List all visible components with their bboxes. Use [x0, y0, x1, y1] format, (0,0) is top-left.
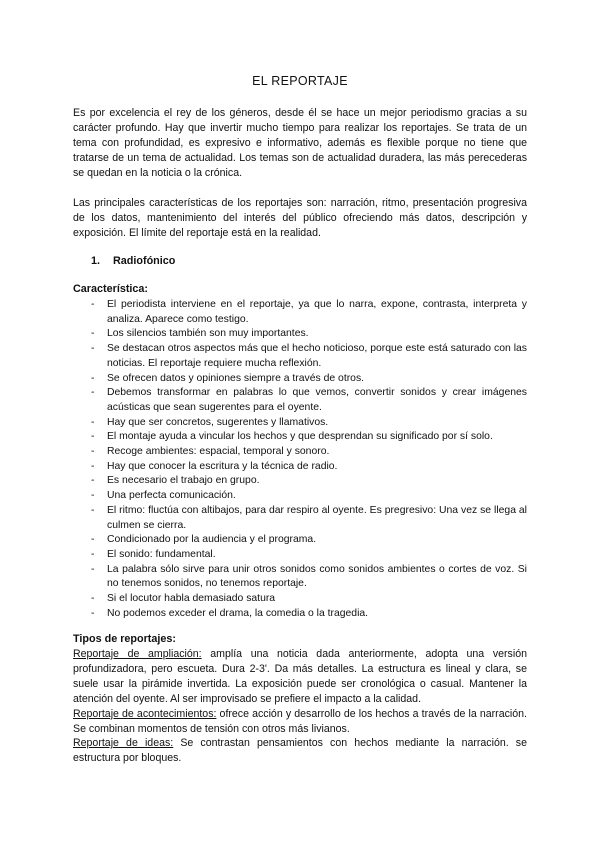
- list-item-text: El montaje ayuda a vincular los hechos y que desprendan su significado por sí solo.: [107, 431, 493, 443]
- bullet-dash: -: [91, 431, 95, 443]
- list-item-text: Es necesario el trabajo en grupo.: [107, 475, 260, 487]
- list-item: [91, 327, 527, 342]
- list-item: [91, 298, 527, 327]
- tipo-name: Reportaje de acontecimientos:: [73, 707, 217, 720]
- bullet-dash: -: [91, 593, 95, 605]
- list-item-text: Los silencios también son muy importantes.: [107, 328, 309, 340]
- characteristics-paragraph: Las principales características de los reportajes son: narración, ritmo, presentación progresiva de los datos, mantenimiento del interés del público ofreciendo más datos, descripción y exposición. El límite del reportaje está en la realidad.: [73, 197, 527, 239]
- list-item-text: Hay que ser concretos, sugerentes y llamativos.: [107, 416, 329, 428]
- list-item: [91, 607, 527, 622]
- list-item-text: El ritmo: fluctúa con altibajos, para dar respiro al oyente. Es pregresivo: Una vez se llega al culmen se cierra.: [107, 504, 527, 531]
- list-item-text: Debemos transformar en palabras lo que vemos, convertir sonidos y crear imágenes acústicas que sean sugerentes para el oyente.: [107, 387, 527, 413]
- tipos-label: Tipos de reportajes:: [73, 633, 176, 645]
- tipo-entry-acontecimientos: [73, 707, 527, 737]
- tipos-section: [73, 647, 527, 766]
- caracteristica-label: Característica:: [73, 283, 149, 295]
- tipo-text: Se contrastan pensamientos con hechos mediante la narración. se estructura por bloques.: [73, 737, 527, 765]
- intro-paragraph: Es por excelencia el rey de los géneros, desde él se hace un mejor periodismo gracias a su carácter profundo. Hay que invertir mucho tiempo para realizar los reportajes. Se trata de un tema con profundidad, es expresivo e informativo, además es flexible porque no tiene que tratarse de un tema de actualidad. Los temas son de actualidad duradera, las más perecederas se quedan en la noticia o la crónica.: [73, 107, 527, 179]
- bullet-dash: -: [91, 446, 95, 458]
- list-item: [91, 563, 527, 592]
- list-item-text: Si el locutor habla demasiado satura: [107, 593, 276, 605]
- list-item: [91, 416, 527, 431]
- bullet-dash: -: [91, 534, 95, 546]
- bullet-dash: -: [91, 299, 95, 310]
- tipo-name: Reportaje de ideas:: [73, 737, 174, 750]
- list-item-text: La palabra sólo sirve para unir otros sonidos como sonidos ambientes o cortes de voz. Si no tenemos sonidos, no tenemos reportaje.: [107, 563, 527, 590]
- bullet-dash: -: [91, 548, 95, 560]
- list-item-text: Hay que conocer la escritura y la técnica de radio.: [107, 460, 338, 472]
- list-item: [91, 386, 527, 415]
- tipo-entry-ideas: [73, 736, 527, 766]
- list-item: [91, 474, 527, 489]
- document-title: EL REPORTAJE: [252, 74, 348, 88]
- bullet-dash: -: [91, 328, 95, 340]
- list-item-text: El sonido: fundamental.: [107, 548, 216, 560]
- list-item-text: No podemos exceder el drama, la comedia o la tragedia.: [107, 607, 369, 619]
- list-item: [91, 342, 527, 371]
- list-item-text: Condicionado por la audiencia y el programa.: [107, 534, 317, 546]
- bullet-dash: -: [91, 343, 95, 355]
- tipo-name: Reportaje de ampliación:: [73, 648, 202, 660]
- list-item-text: El periodista interviene en el reportaje, ya que lo narra, expone, contrasta, interpreta y analiza. Aparece como testigo.: [107, 299, 527, 325]
- list-item: [91, 504, 527, 533]
- tipo-text: amplía una noticia dada anteriormente, adopta una versión profundizadora, pero escueta. Dura 2-3'. Da más detalles. La estructura es lineal y clara, se suele usar la pirámide invertida. La exposición puede ser cronológica o casual. Mantener la atención del oyente. Al ser improvisado se prefiere el impacto a la calidad.: [73, 648, 527, 705]
- list-item: [91, 430, 527, 445]
- tipo-text: ofrece acción y desarrollo de los hechos a través de la narración. Se combinan momentos de tensión con otros más livianos.: [73, 707, 527, 735]
- bullet-dash: -: [91, 607, 95, 619]
- list-item: [91, 372, 527, 387]
- bullet-dash: -: [91, 387, 95, 399]
- list-item-text: Se ofrecen datos y opiniones siempre a través de otros.: [107, 372, 365, 384]
- list-item: [91, 592, 527, 607]
- list-item-text: Se destacan otros aspectos más que el hecho noticioso, porque este está saturado con las noticias. El reportaje requiere mucha reflexión.: [107, 343, 527, 369]
- list-item: [91, 460, 527, 475]
- caracteristica-list: [91, 298, 527, 621]
- list-item: [91, 533, 527, 548]
- bullet-dash: -: [91, 475, 95, 487]
- list-item: [91, 489, 527, 504]
- list-item-text: Una perfecta comunicación.: [107, 490, 236, 502]
- section-title: Radiofónico: [113, 255, 176, 267]
- bullet-dash: -: [91, 460, 95, 472]
- bullet-dash: -: [91, 504, 95, 516]
- tipo-entry-ampliacion: [73, 647, 527, 707]
- bullet-dash: -: [91, 490, 95, 502]
- bullet-dash: -: [91, 563, 95, 575]
- list-item: [91, 445, 527, 460]
- section-heading: [91, 255, 175, 267]
- bullet-dash: -: [91, 372, 95, 384]
- list-item: [91, 548, 527, 563]
- bullet-dash: -: [91, 416, 95, 428]
- section-number: 1.: [91, 255, 101, 267]
- list-item-text: Recoge ambientes: espacial, temporal y sonoro.: [107, 446, 330, 458]
